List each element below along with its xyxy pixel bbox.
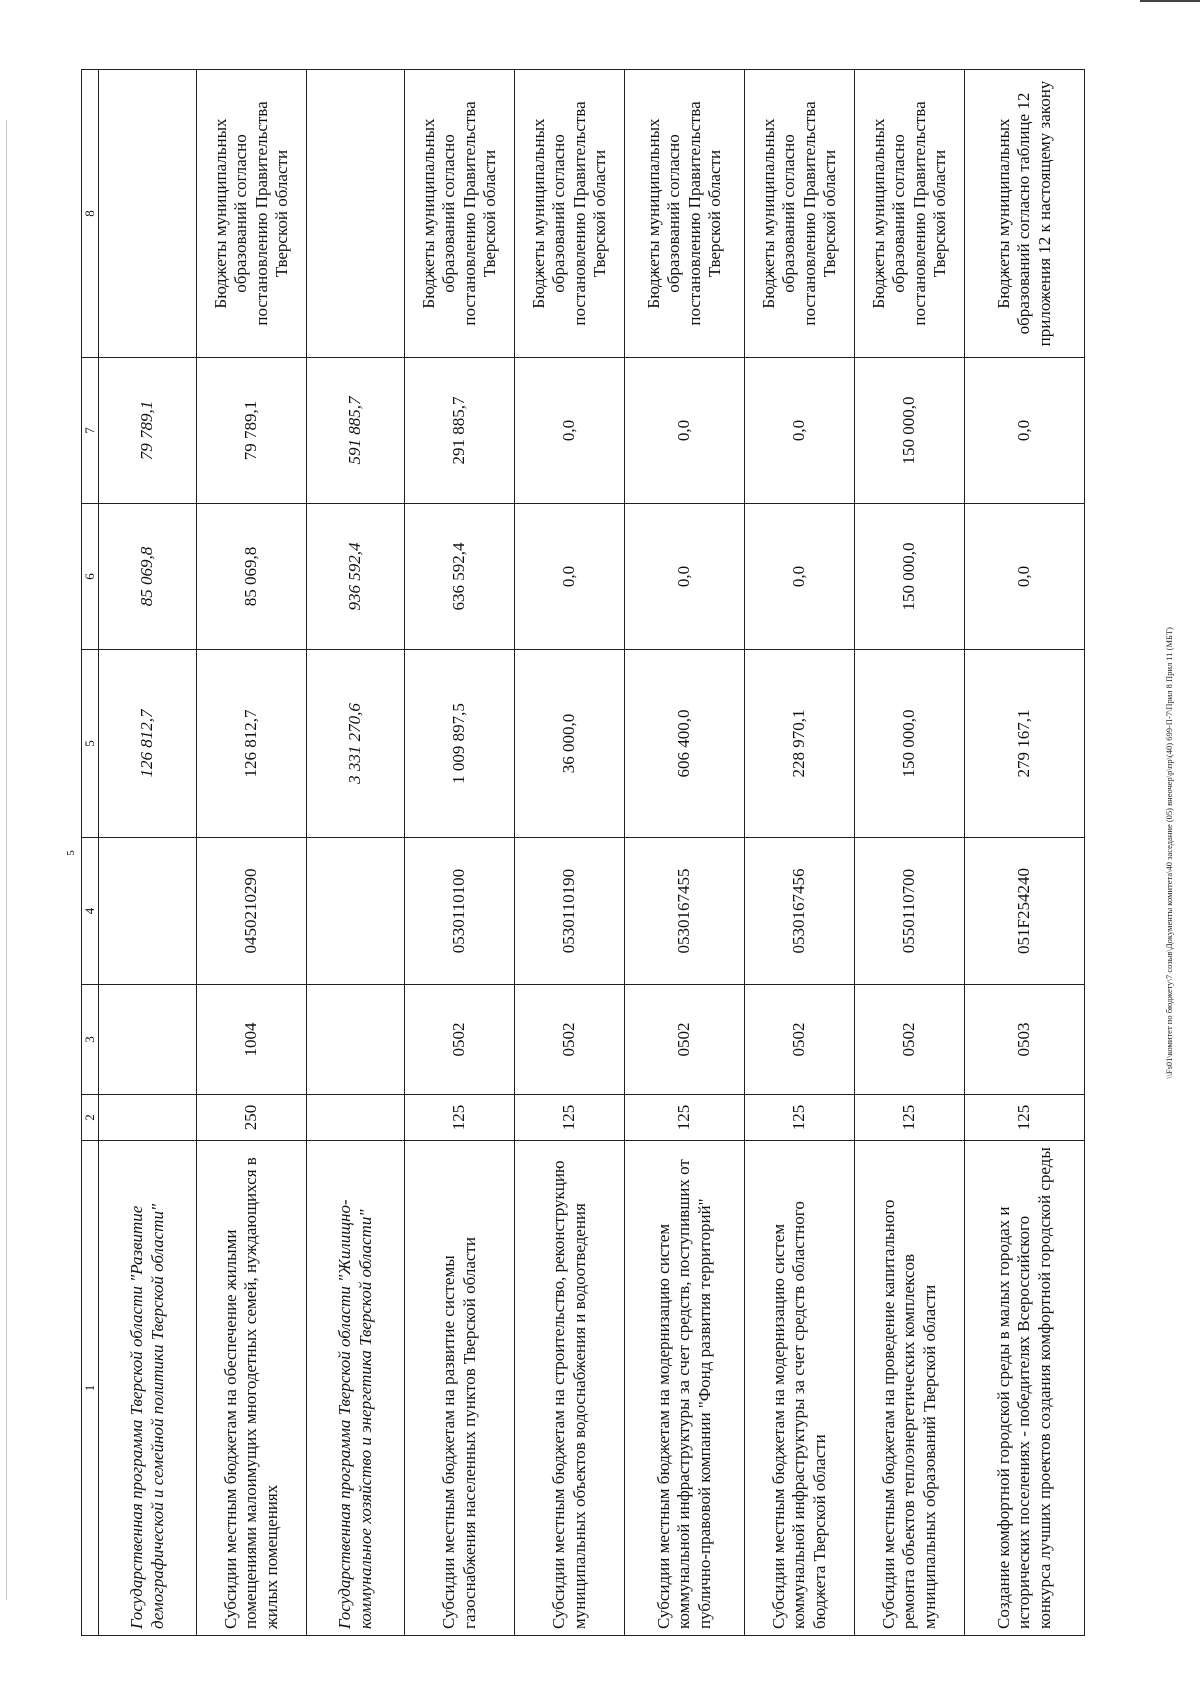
cell-recipient xyxy=(99,70,197,358)
column-header: 3 xyxy=(82,985,99,1095)
column-header: 6 xyxy=(82,504,99,650)
table-row-program xyxy=(99,70,197,1636)
table-row xyxy=(745,70,855,1636)
cell-ministry-code xyxy=(99,1095,197,1141)
cell-amount-col5: 126 812,7 xyxy=(99,650,197,838)
cell-section-code: 0502 xyxy=(625,985,745,1095)
cell-amount-col6: 0,0 xyxy=(745,504,855,650)
cell-amount-col7: 0,0 xyxy=(745,358,855,504)
cell-target-code: 051F254240 xyxy=(965,838,1085,985)
cell-section-code xyxy=(307,985,405,1095)
cell-ministry-code: 250 xyxy=(197,1095,307,1141)
cell-amount-col7: 0,0 xyxy=(515,358,625,504)
cell-section-code: 1004 xyxy=(197,985,307,1095)
cell-target-code: 0530167455 xyxy=(625,838,745,985)
cell-target-code: 0450210290 xyxy=(197,838,307,985)
cell-target-code: 0530110190 xyxy=(515,838,625,985)
cell-ministry-code: 125 xyxy=(965,1095,1085,1141)
cell-recipient: Бюджеты муниципальных образований согласно постановлению Правительства Тверской области xyxy=(197,70,307,358)
cell-description: Субсидии местным бюджетам на проведение капитального ремонта объектов теплоэнергетических комплексов муниципальных образований Тверской области xyxy=(855,1141,965,1636)
cell-amount-col7: 591 885,7 xyxy=(307,358,405,504)
cell-ministry-code: 125 xyxy=(625,1095,745,1141)
cell-amount-col7: 0,0 xyxy=(625,358,745,504)
footer-file-path: \\Fs01\комитет по бюджету\7 созыв\Документы комитета\40 заседание (05) внеочер\р\пр\(40) 699-П-7\Прил 8 Прил 11 (МБТ) xyxy=(1164,627,1174,1079)
cell-description: Субсидии местным бюджетам на модернизацию систем коммунальной инфраструктуры за счет средств областного бюджета Тверской области xyxy=(745,1141,855,1636)
cell-amount-col5: 150 000,0 xyxy=(855,650,965,838)
cell-amount-col6: 636 592,4 xyxy=(405,504,515,650)
cell-ministry-code: 125 xyxy=(405,1095,515,1141)
cell-recipient xyxy=(307,70,405,358)
cell-amount-col6: 0,0 xyxy=(515,504,625,650)
table-row-program xyxy=(307,70,405,1636)
cell-recipient: Бюджеты муниципальных образований согласно постановлению Правительства Тверской области xyxy=(405,70,515,358)
cell-amount-col6: 150 000,0 xyxy=(855,504,965,650)
cell-amount-col7: 0,0 xyxy=(965,358,1085,504)
cell-amount-col6: 0,0 xyxy=(625,504,745,650)
cell-recipient: Бюджеты муниципальных образований согласно постановлению Правительства Тверской области xyxy=(625,70,745,358)
cell-section-code: 0503 xyxy=(965,985,1085,1095)
rotated-content xyxy=(65,70,1174,1636)
cell-amount-col5: 228 970,1 xyxy=(745,650,855,838)
table-row xyxy=(197,70,307,1636)
cell-target-code: 0530110100 xyxy=(405,838,515,985)
column-header: 4 xyxy=(82,838,99,985)
cell-target-code: 0530167456 xyxy=(745,838,855,985)
cell-amount-col7: 79 789,1 xyxy=(197,358,307,504)
cell-description: Государственная программа Тверской области "Развитие демографической и семейной политики Тверской области" xyxy=(99,1141,197,1636)
cell-amount-col5: 36 000,0 xyxy=(515,650,625,838)
cell-description: Субсидии местным бюджетам на развитие системы газоснабжения населенных пунктов Тверской области xyxy=(405,1141,515,1636)
table-row xyxy=(515,70,625,1636)
page-number: 5 xyxy=(65,850,77,856)
cell-amount-col6: 85 069,8 xyxy=(197,504,307,650)
cell-recipient: Бюджеты муниципальных образований согласно постановлению Правительства Тверской области xyxy=(855,70,965,358)
cell-target-code xyxy=(99,838,197,985)
cell-ministry-code: 125 xyxy=(515,1095,625,1141)
table-row xyxy=(965,70,1085,1636)
cell-description: Субсидии местным бюджетам на строительство, реконструкцию муниципальных объектов водоснабжения и водоотведения xyxy=(515,1141,625,1636)
cell-description: Субсидии местным бюджетам на модернизацию систем коммунальной инфраструктуры за счет средств, поступивших от публично-правовой компании "Фонд развития территорий" xyxy=(625,1141,745,1636)
scan-top-mark xyxy=(1140,0,1200,2)
cell-description: Государственная программа Тверской области "Жилищно-коммунальное хозяйство и энергетика Тверской области" xyxy=(307,1141,405,1636)
cell-section-code: 0502 xyxy=(745,985,855,1095)
column-header: 2 xyxy=(82,1095,99,1141)
cell-target-code: 0550110700 xyxy=(855,838,965,985)
cell-section-code: 0502 xyxy=(515,985,625,1095)
cell-amount-col7: 79 789,1 xyxy=(99,358,197,504)
cell-description: Создание комфортной городской среды в малых городах и исторических поселениях - победителях Всероссийского конкурса лучших проектов создания комфортной городской среды xyxy=(965,1141,1085,1636)
cell-ministry-code: 125 xyxy=(855,1095,965,1141)
column-header: 7 xyxy=(82,358,99,504)
column-header: 1 xyxy=(82,1141,99,1636)
table-row xyxy=(625,70,745,1636)
cell-ministry-code xyxy=(307,1095,405,1141)
cell-ministry-code: 125 xyxy=(745,1095,855,1141)
cell-amount-col5: 606 400,0 xyxy=(625,650,745,838)
cell-amount-col5: 279 167,1 xyxy=(965,650,1085,838)
column-header: 8 xyxy=(82,70,99,358)
cell-amount-col6: 0,0 xyxy=(965,504,1085,650)
subsidy-table xyxy=(81,69,1085,1636)
cell-section-code: 0502 xyxy=(855,985,965,1095)
table-row xyxy=(855,70,965,1636)
column-header: 5 xyxy=(82,650,99,838)
cell-description: Субсидии местным бюджетам на обеспечение жилыми помещениями малоимущих многодетных семей, нуждающихся в жилых помещениях xyxy=(197,1141,307,1636)
scan-edge-line xyxy=(6,120,7,1600)
cell-amount-col6: 85 069,8 xyxy=(99,504,197,650)
cell-amount-col7: 150 000,0 xyxy=(855,358,965,504)
cell-amount-col5: 1 009 897,5 xyxy=(405,650,515,838)
table-row xyxy=(405,70,515,1636)
cell-amount-col7: 291 885,7 xyxy=(405,358,515,504)
cell-section-code xyxy=(99,985,197,1095)
cell-recipient: Бюджеты муниципальных образований согласно постановлению Правительства Тверской области xyxy=(515,70,625,358)
cell-recipient: Бюджеты муниципальных образований согласно таблице 12 приложения 12 к настоящему закону xyxy=(965,70,1085,358)
cell-amount-col5: 3 331 270,6 xyxy=(307,650,405,838)
cell-amount-col6: 936 592,4 xyxy=(307,504,405,650)
cell-section-code: 0502 xyxy=(405,985,515,1095)
cell-amount-col5: 126 812,7 xyxy=(197,650,307,838)
header-row xyxy=(82,70,99,1636)
cell-recipient: Бюджеты муниципальных образований согласно постановлению Правительства Тверской области xyxy=(745,70,855,358)
cell-target-code xyxy=(307,838,405,985)
